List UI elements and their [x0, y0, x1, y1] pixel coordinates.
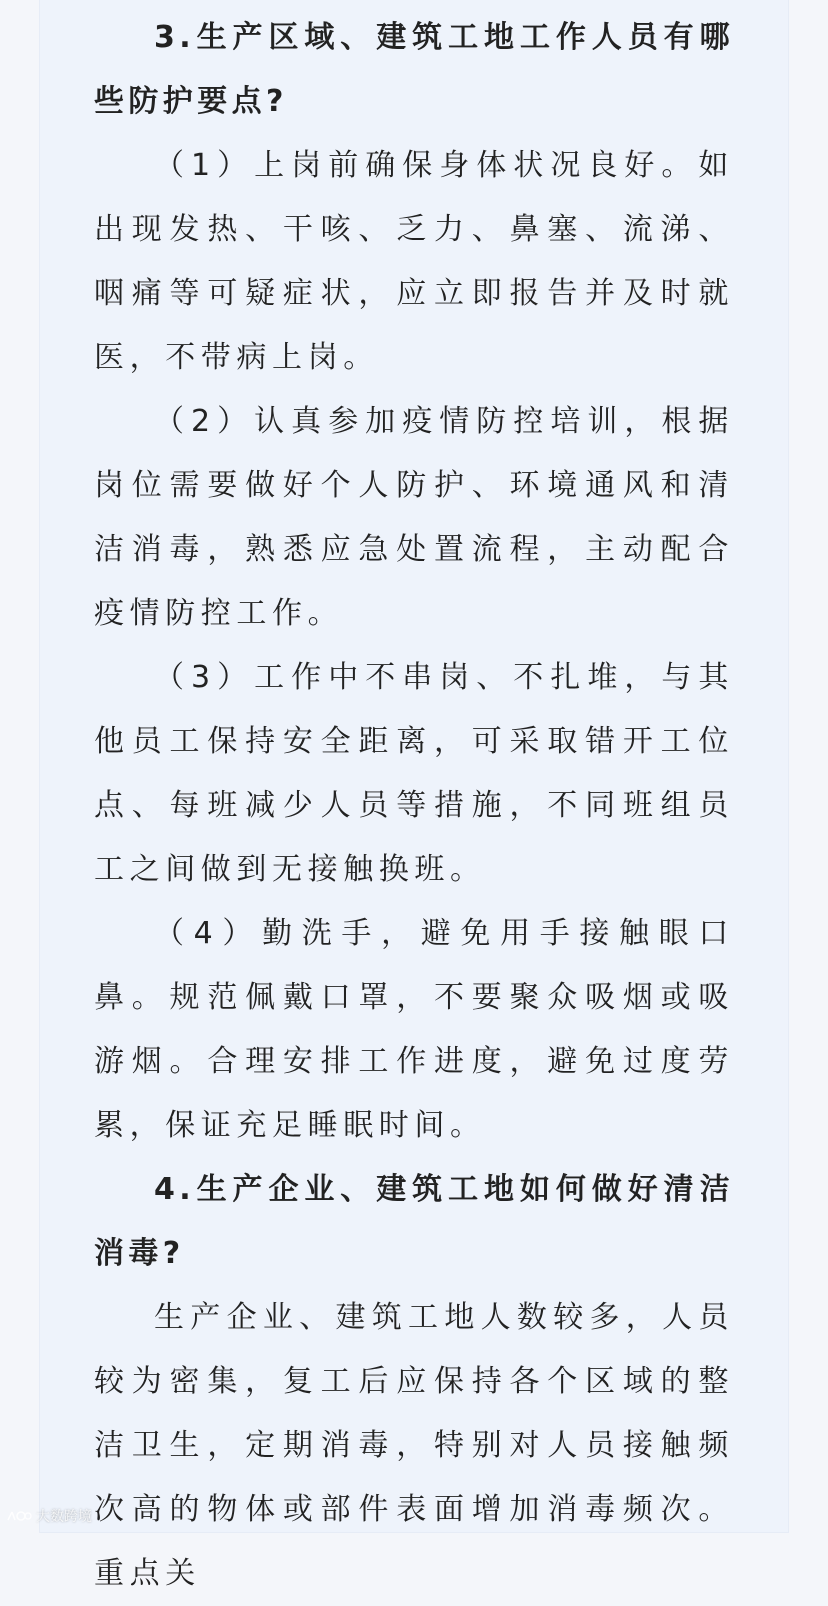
watermark-logo-icon [6, 1509, 32, 1523]
paragraph-item-2: （2）认真参加疫情防控培训，根据岗位需要做好个人防护、环境通风和清洁消毒，熟悉应急处置流程，主动配合疫情防控工作。 [94, 404, 734, 631]
section-heading-4: 4.生产企业、建筑工地如何做好清洁消毒? [94, 1172, 734, 1271]
section-heading-3: 3.生产区域、建筑工地工作人员有哪些防护要点? [94, 20, 734, 119]
paragraph-item-1: （1）上岗前确保身体状况良好。如出现发热、干咳、乏力、鼻塞、流涕、咽痛等可疑症状，应立即报告并及时就医，不带病上岗。 [94, 148, 734, 375]
paragraph-item-4: （4）勤洗手，避免用手接触眼口鼻。规范佩戴口罩，不要聚众吸烟或吸游烟。合理安排工作进度，避免过度劳累，保证充足睡眠时间。 [94, 916, 734, 1143]
watermark [6, 1506, 92, 1526]
paragraph-cleaning: 生产企业、建筑工地人数较多，人员较为密集，复工后应保持各个区域的整洁卫生，定期消毒，特别对人员接触频次高的物体或部件表面增加消毒频次。重点关 [94, 1300, 734, 1591]
article-body [94, 6, 734, 1606]
paragraph-item-3: （3）工作中不串岗、不扎堆，与其他员工保持安全距离，可采取错开工位点、每班减少人员等措施，不同班组员工之间做到无接触换班。 [94, 660, 734, 887]
watermark-text: 大数跨境 [36, 1509, 92, 1525]
